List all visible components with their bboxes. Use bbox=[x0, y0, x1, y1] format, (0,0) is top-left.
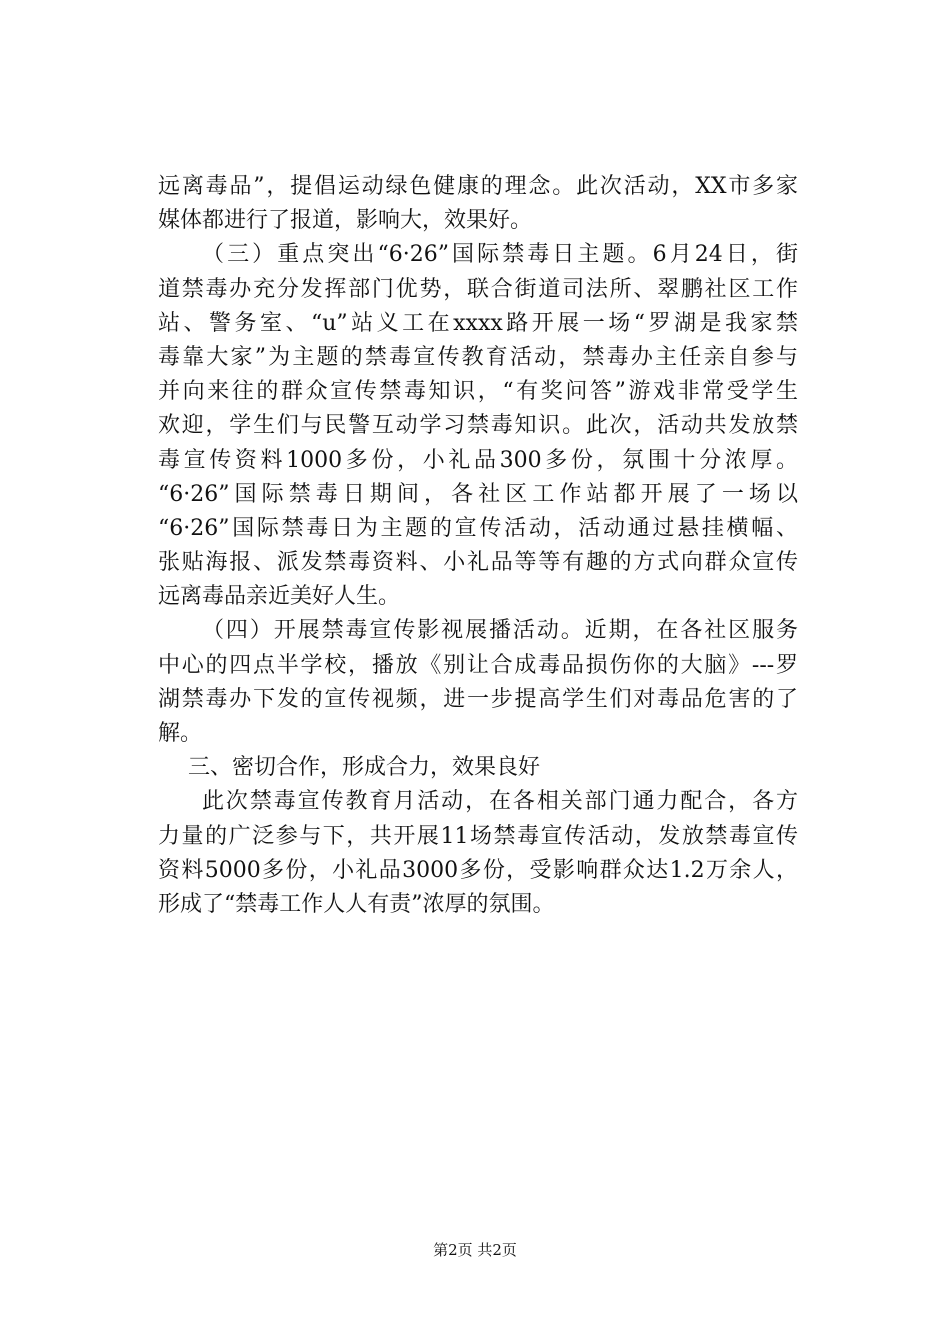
text-line: 张贴海报、派发禁毒资料、小礼品等等有趣的方式向群众宣传 bbox=[158, 550, 798, 576]
document-body bbox=[158, 170, 798, 922]
text-line: 力量的广泛参与下，共开展11场禁毒宣传活动，发放禁毒宣传 bbox=[158, 823, 798, 849]
text-line: 远离毒品亲近美好人生。 bbox=[158, 584, 401, 610]
text-line: 此次禁毒宣传教育月活动，在各相关部门通力配合，各方 bbox=[202, 789, 798, 815]
text-line: 毒宣传资料1000多份，小礼品300多份，氛围十分浓厚。 bbox=[158, 447, 798, 473]
text-line: 远离毒品”，提倡运动绿色健康的理念。此次活动，XX市多家 bbox=[158, 174, 798, 199]
text-line: （三）重点突出“6·26”国际禁毒日主题。6月24日，街 bbox=[202, 242, 798, 268]
text-line: 欢迎，学生们与民警互动学习禁毒知识。此次，活动共发放禁 bbox=[158, 413, 798, 439]
text-line: 毒靠大家”为主题的禁毒宣传教育活动，禁毒办主任亲自参与 bbox=[158, 344, 798, 370]
text-line: “6·26”国际禁毒日期间，各社区工作站都开展了一场以 bbox=[158, 481, 798, 507]
text-line: （四）开展禁毒宣传影视展播活动。近期，在各社区服务 bbox=[202, 618, 798, 644]
text-line: 站、警务室、“u”站义工在xxxx路开展一场“罗湖是我家禁 bbox=[158, 310, 798, 336]
text-line: 湖禁毒办下发的宣传视频，进一步提高学生们对毒品危害的了 bbox=[158, 686, 798, 712]
text-line: 中心的四点半学校，播放《别让合成毒品损伤你的大脑》---罗 bbox=[158, 652, 798, 678]
text-line: 媒体都进行了报道，影响大，效果好。 bbox=[158, 208, 533, 234]
text-line: 并向来往的群众宣传禁毒知识，“有奖问答”游戏非常受学生 bbox=[158, 379, 798, 405]
text-line: “6·26”国际禁毒日为主题的宣传活动，活动通过悬挂横幅、 bbox=[158, 515, 798, 541]
page-number-footer: 第2页 共2页 bbox=[433, 1241, 517, 1259]
text-line: 道禁毒办充分发挥部门优势，联合街道司法所、翠鹏社区工作 bbox=[158, 276, 798, 302]
text-line: 三、密切合作，形成合力，效果良好 bbox=[188, 755, 541, 781]
text-line: 资料5000多份，小礼品3000多份，受影响群众达1.2万余人， bbox=[158, 857, 798, 883]
text-line: 解。 bbox=[158, 721, 203, 746]
text-line: 形成了“禁毒工作人人有责”浓厚的氛围。 bbox=[158, 891, 555, 917]
